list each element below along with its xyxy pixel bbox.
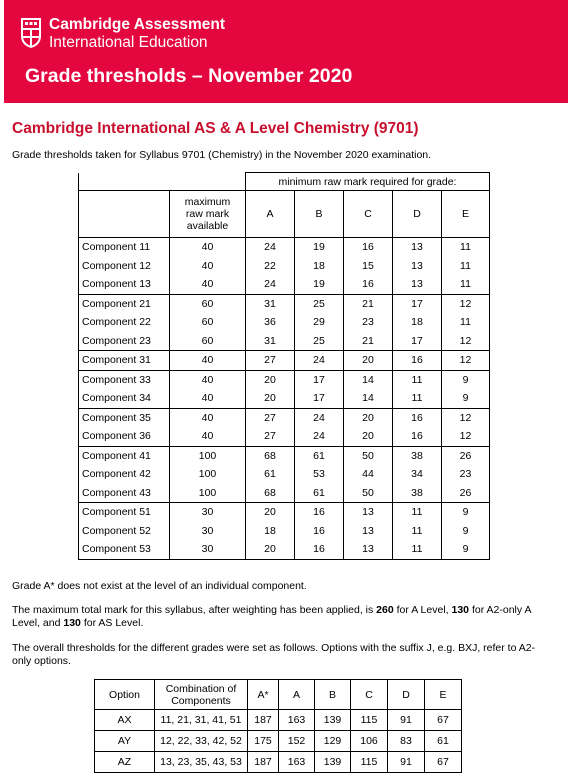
table-cell: 100 — [170, 446, 246, 465]
table-cell: 61 — [425, 731, 462, 752]
table-cell: 44 — [344, 465, 393, 484]
table-cell: 31 — [246, 294, 295, 313]
table-cell: 27 — [246, 427, 295, 446]
table-row — [79, 389, 490, 408]
table-cell: 17 — [393, 332, 442, 351]
table-cell: 21 — [344, 332, 393, 351]
grade-header: E — [442, 191, 490, 238]
table-cell: 24 — [295, 351, 344, 371]
table-cell: 16 — [295, 540, 344, 559]
table-cell: 38 — [393, 484, 442, 503]
grade-header: E — [425, 680, 462, 710]
table-row — [79, 275, 490, 294]
option-code: AZ — [95, 752, 155, 773]
table-cell: 20 — [344, 351, 393, 371]
blank-header-cell — [79, 173, 246, 191]
table-cell: 60 — [170, 294, 246, 313]
table-cell: 11 — [442, 257, 490, 276]
table-cell: 163 — [279, 752, 315, 773]
table-row — [79, 238, 490, 257]
table-cell: 16 — [344, 275, 393, 294]
org-name-line1: Cambridge Assessment — [49, 16, 226, 33]
table-cell: 115 — [351, 710, 388, 731]
table-cell: 18 — [246, 522, 295, 541]
table-cell: 91 — [388, 710, 425, 731]
table-cell: 11 — [393, 389, 442, 408]
table-cell: 16 — [295, 522, 344, 541]
table-cell: 13 — [393, 257, 442, 276]
table-row — [79, 465, 490, 484]
component-name: Component 34 — [79, 389, 170, 408]
table-cell: 38 — [393, 446, 442, 465]
table-cell: 91 — [388, 752, 425, 773]
table-cell: 15 — [344, 257, 393, 276]
table-cell: 9 — [442, 522, 490, 541]
table-cell: 11 — [442, 275, 490, 294]
intro-text: Grade thresholds taken for Syllabus 9701 (Chemistry) in the November 2020 examination. — [12, 149, 432, 161]
table-cell: 175 — [248, 731, 279, 752]
grade-header: A — [246, 191, 295, 238]
table-cell: 31 — [246, 332, 295, 351]
component-name: Component 22 — [79, 313, 170, 332]
table-cell: 24 — [295, 427, 344, 446]
table-row — [79, 351, 490, 371]
table-cell: 115 — [351, 752, 388, 773]
table-cell: 11 — [393, 522, 442, 541]
table-cell: 60 — [170, 332, 246, 351]
syllabus-title: Cambridge International AS & A Level Chemistry (9701) — [12, 120, 419, 137]
table-cell: 106 — [351, 731, 388, 752]
component-name: Component 13 — [79, 275, 170, 294]
max-total-a-level: 260 — [376, 604, 394, 616]
table-cell: 40 — [170, 427, 246, 446]
table-cell: 29 — [295, 313, 344, 332]
table-cell: 9 — [442, 389, 490, 408]
table-row — [79, 332, 490, 351]
table-cell: 17 — [295, 370, 344, 389]
table-cell: 68 — [246, 446, 295, 465]
table-row — [79, 427, 490, 446]
table-cell: 24 — [246, 275, 295, 294]
table-cell: 40 — [170, 370, 246, 389]
table-cell: 25 — [295, 294, 344, 313]
table-cell: 83 — [388, 731, 425, 752]
table-cell: 27 — [246, 408, 295, 427]
table-cell: 12 — [442, 294, 490, 313]
table-cell: 61 — [295, 446, 344, 465]
component-name: Component 41 — [79, 446, 170, 465]
row-label-header — [79, 191, 170, 238]
table-cell: 187 — [248, 710, 279, 731]
grade-header: C — [351, 680, 388, 710]
component-name: Component 36 — [79, 427, 170, 446]
grade-header: A* — [248, 680, 279, 710]
table-cell: 50 — [344, 484, 393, 503]
grade-header: C — [344, 191, 393, 238]
table-cell: 139 — [315, 710, 351, 731]
component-combination: 11, 21, 31, 41, 51 — [155, 710, 248, 731]
component-name: Component 51 — [79, 503, 170, 522]
table-cell: 30 — [170, 522, 246, 541]
table-cell: 23 — [344, 313, 393, 332]
max-total-text-3: for A2-only A Level, and — [12, 604, 531, 629]
table-row — [79, 408, 490, 427]
component-combination: 13, 23, 35, 43, 53 — [155, 752, 248, 773]
table-row — [79, 503, 490, 522]
table-cell: 11 — [442, 313, 490, 332]
table-cell: 13 — [344, 503, 393, 522]
table-cell: 12 — [442, 427, 490, 446]
table-cell: 139 — [315, 752, 351, 773]
table-cell: 68 — [246, 484, 295, 503]
table-row — [79, 522, 490, 541]
table-row — [95, 710, 462, 731]
grade-header: A — [279, 680, 315, 710]
table-cell: 20 — [344, 408, 393, 427]
table-cell: 40 — [170, 238, 246, 257]
table-cell: 163 — [279, 710, 315, 731]
max-total-text-4: for AS Level. — [80, 617, 144, 629]
table-cell: 40 — [170, 408, 246, 427]
table-cell: 40 — [170, 389, 246, 408]
grade-header: B — [315, 680, 351, 710]
table-row — [79, 446, 490, 465]
table-cell: 19 — [295, 275, 344, 294]
header-banner — [4, 0, 568, 103]
table-cell: 40 — [170, 257, 246, 276]
table-cell: 129 — [315, 731, 351, 752]
table-cell: 19 — [295, 238, 344, 257]
org-name-line2: International Education — [49, 34, 208, 51]
component-thresholds-table — [78, 172, 490, 560]
table-cell: 67 — [425, 752, 462, 773]
grade-header: D — [388, 680, 425, 710]
table-cell: 14 — [344, 370, 393, 389]
table-row — [79, 294, 490, 313]
option-thresholds-table — [94, 679, 462, 773]
table-row — [79, 370, 490, 389]
table-cell: 24 — [295, 408, 344, 427]
table-cell: 12 — [442, 351, 490, 371]
option-header: Option — [95, 680, 155, 710]
table-cell: 16 — [295, 503, 344, 522]
option-code: AY — [95, 731, 155, 752]
table-cell: 11 — [442, 238, 490, 257]
max-total-note — [12, 604, 532, 630]
table-cell: 20 — [246, 370, 295, 389]
table-cell: 16 — [393, 351, 442, 371]
component-name: Component 11 — [79, 238, 170, 257]
table-cell: 16 — [344, 238, 393, 257]
max-total-as-level: 130 — [63, 617, 81, 629]
table-cell: 26 — [442, 446, 490, 465]
component-name: Component 23 — [79, 332, 170, 351]
component-name: Component 21 — [79, 294, 170, 313]
table-cell: 27 — [246, 351, 295, 371]
table-cell: 30 — [170, 540, 246, 559]
page-title: Grade thresholds – November 2020 — [25, 65, 353, 87]
max-total-a2-level: 130 — [451, 604, 470, 616]
astar-note: Grade A* does not exist at the level of an individual component. — [12, 580, 307, 592]
table-cell: 12 — [442, 408, 490, 427]
table-cell: 36 — [246, 313, 295, 332]
table-cell: 16 — [393, 408, 442, 427]
table-cell: 13 — [393, 238, 442, 257]
table-cell: 16 — [393, 427, 442, 446]
cambridge-shield-icon — [20, 17, 42, 49]
table-cell: 34 — [393, 465, 442, 484]
table-cell: 40 — [170, 351, 246, 371]
table-cell: 40 — [170, 275, 246, 294]
table-cell: 61 — [295, 484, 344, 503]
component-name: Component 12 — [79, 257, 170, 276]
max-total-text-2: for A Level, — [393, 604, 452, 616]
table-cell: 25 — [295, 332, 344, 351]
table-cell: 9 — [442, 370, 490, 389]
table-cell: 20 — [246, 540, 295, 559]
table-row — [79, 257, 490, 276]
component-name: Component 35 — [79, 408, 170, 427]
table-cell: 13 — [344, 540, 393, 559]
component-name: Component 33 — [79, 370, 170, 389]
table-cell: 20 — [246, 389, 295, 408]
table-cell: 9 — [442, 540, 490, 559]
table-cell: 100 — [170, 484, 246, 503]
component-name: Component 43 — [79, 484, 170, 503]
table-cell: 13 — [344, 522, 393, 541]
table-cell: 187 — [248, 752, 279, 773]
table-cell: 11 — [393, 540, 442, 559]
table-cell: 17 — [295, 389, 344, 408]
table-cell: 30 — [170, 503, 246, 522]
grade-header: D — [393, 191, 442, 238]
table-cell: 18 — [393, 313, 442, 332]
table-cell: 20 — [344, 427, 393, 446]
table-cell: 11 — [393, 503, 442, 522]
table-cell: 50 — [344, 446, 393, 465]
table-cell: 24 — [246, 238, 295, 257]
table-cell: 152 — [279, 731, 315, 752]
table-cell: 13 — [393, 275, 442, 294]
table-cell: 22 — [246, 257, 295, 276]
table-cell: 14 — [344, 389, 393, 408]
option-code: AX — [95, 710, 155, 731]
table-row — [95, 731, 462, 752]
component-name: Component 52 — [79, 522, 170, 541]
overall-thresholds-note: The overall thresholds for the different grades were set as follows. Options with the suffix J, e.g. BXJ, refer to A2-only options. — [12, 642, 536, 667]
table-cell: 17 — [393, 294, 442, 313]
table-cell: 18 — [295, 257, 344, 276]
table-cell: 9 — [442, 503, 490, 522]
table-cell: 23 — [442, 465, 490, 484]
table-cell: 61 — [246, 465, 295, 484]
table-cell: 12 — [442, 332, 490, 351]
table-row — [79, 540, 490, 559]
table-cell: 100 — [170, 465, 246, 484]
component-name: Component 42 — [79, 465, 170, 484]
table-cell: 21 — [344, 294, 393, 313]
table-cell: 20 — [246, 503, 295, 522]
group-header: minimum raw mark required for grade: — [246, 173, 490, 191]
table-cell: 67 — [425, 710, 462, 731]
table-row — [79, 313, 490, 332]
combination-header: Combination of Components — [155, 680, 248, 710]
table-cell: 53 — [295, 465, 344, 484]
table-cell: 26 — [442, 484, 490, 503]
component-combination: 12, 22, 33, 42, 52 — [155, 731, 248, 752]
table-cell: 11 — [393, 370, 442, 389]
component-name: Component 31 — [79, 351, 170, 371]
max-total-text-1: The maximum total mark for this syllabus, after weighting has been applied, is — [12, 604, 377, 616]
table-row — [95, 752, 462, 773]
max-mark-header: maximum raw mark available — [170, 191, 246, 238]
grade-header: B — [295, 191, 344, 238]
component-name: Component 53 — [79, 540, 170, 559]
table-cell: 60 — [170, 313, 246, 332]
table-row — [79, 484, 490, 503]
